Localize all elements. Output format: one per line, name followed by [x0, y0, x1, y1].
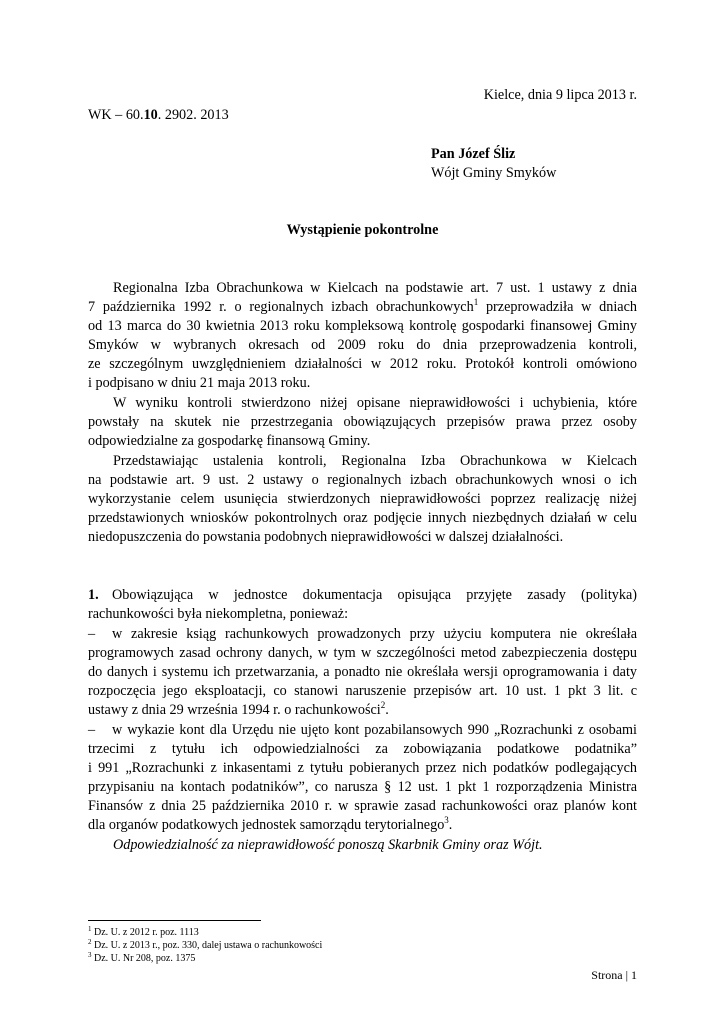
place-date: Kielce, dnia 9 lipca 2013 r.: [483, 87, 637, 103]
responsibility-note: Odpowiedzialność za nieprawidłowość ponoszą Skarbnik Gminy oraz Wójt.: [113, 837, 543, 853]
page-number: Strona | 1: [591, 968, 637, 982]
footnote-2: $^2$ Dz. U. z 2013 r., poz. 330, dalej ustawa o rachunkowości: [88, 938, 323, 951]
reference-number: WK – 60.10. 2902. 2013: [88, 107, 229, 123]
dash-bullet-2: –: [88, 722, 96, 738]
footnote-separator: [88, 920, 261, 921]
footnote-ref-2: 2: [380, 700, 386, 710]
section-number: 1.: [88, 587, 99, 603]
recipient-name: Pan Józef Śliz: [431, 146, 516, 162]
dash-bullet-1: –: [88, 626, 96, 642]
recipient-title: Wójt Gminy Smyków: [431, 165, 557, 181]
footnote-1: $^1$ Dz. U. z 2012 r. poz. 1113: [88, 925, 199, 938]
document-title: Wystąpienie pokontrolne: [286, 222, 439, 238]
footnote-ref-3: 3: [444, 815, 449, 825]
footnote-3: $^3$ Dz. U. Nr 208, poz. 1375: [88, 951, 196, 964]
footnote-ref-1: 1: [473, 297, 479, 307]
